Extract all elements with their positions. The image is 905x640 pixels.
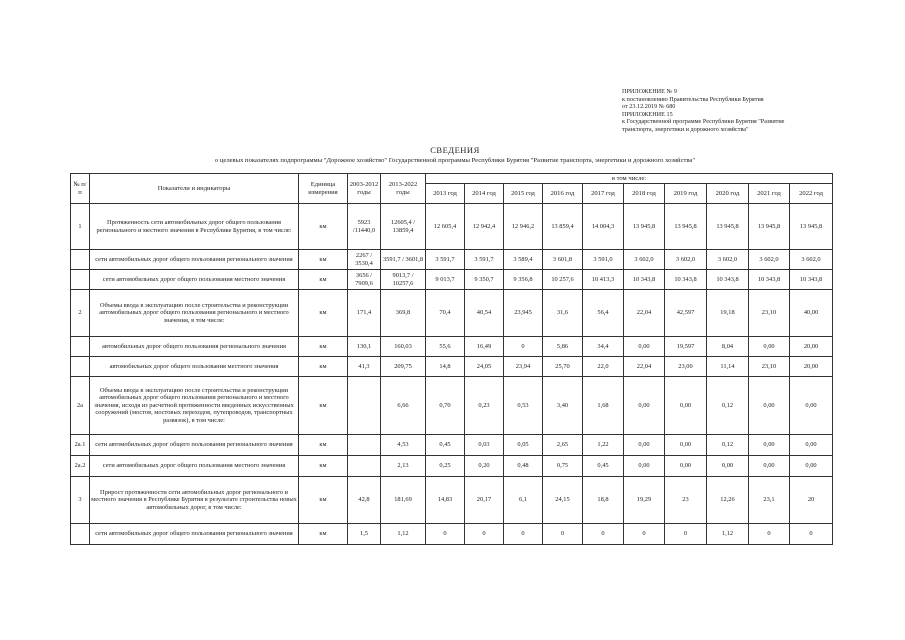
cell-year-value: 24,05 bbox=[465, 357, 504, 377]
indicators-table bbox=[70, 173, 833, 545]
cell-indicator: Прирост протяженности сети автомобильных дорог регионального и местного значения в Республике Бурятия в результате строительства новых автомобильных дорог, в том числе: bbox=[90, 477, 299, 524]
header-unit: Единица измерения bbox=[299, 174, 348, 204]
cell-num: 2а.1 bbox=[71, 435, 90, 456]
cell-num bbox=[71, 357, 90, 377]
cell-year-value: 23,94 bbox=[504, 357, 543, 377]
cell-year-value: 1,22 bbox=[583, 435, 624, 456]
cell-year-value: 20,17 bbox=[465, 477, 504, 524]
cell-period-2: 9013,7 / 10257,6 bbox=[381, 270, 426, 290]
cell-year-value: 70,4 bbox=[426, 290, 465, 337]
cell-year-value: 24,15 bbox=[543, 477, 583, 524]
cell-year-value: 19,29 bbox=[624, 477, 665, 524]
cell-indicator: Объемы ввода в эксплуатацию после строительства и реконструкции автомобильных дорог общего пользования регионального и местного значения, в том числе: bbox=[90, 290, 299, 337]
table-row bbox=[71, 290, 833, 337]
cell-year-value: 13 945,8 bbox=[749, 204, 790, 250]
cell-period-2: 181,69 bbox=[381, 477, 426, 524]
cell-indicator: Протяженность сети автомобильных дорог общего пользования регионального и местного значения в Республике Бурятия, в том числе: bbox=[90, 204, 299, 250]
cell-period-1: 5923 /11440,0 bbox=[348, 204, 381, 250]
header-year: 2022 год bbox=[790, 184, 833, 204]
table-row bbox=[71, 456, 833, 477]
cell-year-value: 0,00 bbox=[624, 377, 665, 435]
cell-period-1: 42,8 bbox=[348, 477, 381, 524]
cell-year-value: 3 591,7 bbox=[465, 250, 504, 270]
cell-indicator: автомобильных дорог общего пользования местного значения bbox=[90, 357, 299, 377]
cell-period-2: 6,66 bbox=[381, 377, 426, 435]
cell-year-value: 0,03 bbox=[465, 435, 504, 456]
cell-year-value: 13 945,8 bbox=[665, 204, 707, 250]
cell-year-value: 23,945 bbox=[504, 290, 543, 337]
cell-num bbox=[71, 250, 90, 270]
cell-period-2: 209,75 bbox=[381, 357, 426, 377]
cell-year-value: 3 591,7 bbox=[426, 250, 465, 270]
cell-year-value: 8,04 bbox=[707, 337, 749, 357]
cell-unit: км bbox=[299, 435, 348, 456]
cell-year-value: 0,00 bbox=[790, 377, 833, 435]
cell-year-value: 0,12 bbox=[707, 377, 749, 435]
cell-indicator: автомобильных дорог общего пользования регионального значения bbox=[90, 337, 299, 357]
appendix-line: к Государственной программе Республики Бурятия "Развитие bbox=[622, 118, 785, 126]
cell-period-2: 160,03 bbox=[381, 337, 426, 357]
table-row bbox=[71, 477, 833, 524]
cell-num: 3 bbox=[71, 477, 90, 524]
cell-year-value: 12 946,2 bbox=[504, 204, 543, 250]
cell-year-value: 9 356,8 bbox=[504, 270, 543, 290]
header-num: № п/п bbox=[71, 174, 90, 204]
cell-year-value: 0,05 bbox=[504, 435, 543, 456]
header-including: в том числе: bbox=[426, 174, 833, 184]
cell-year-value: 0 bbox=[790, 524, 833, 545]
cell-year-value: 0,70 bbox=[426, 377, 465, 435]
cell-period-1: 2267 / 3530,4 bbox=[348, 250, 381, 270]
cell-year-value: 10 343,8 bbox=[749, 270, 790, 290]
cell-year-value: 22,04 bbox=[624, 357, 665, 377]
cell-year-value: 0 bbox=[583, 524, 624, 545]
cell-indicator: сети автомобильных дорог общего пользования местного значения bbox=[90, 456, 299, 477]
cell-year-value: 3,40 bbox=[543, 377, 583, 435]
cell-year-value: 22,0 bbox=[583, 357, 624, 377]
cell-year-value: 20,00 bbox=[790, 337, 833, 357]
table-row bbox=[71, 337, 833, 357]
cell-year-value: 13 945,8 bbox=[707, 204, 749, 250]
cell-year-value: 0 bbox=[426, 524, 465, 545]
cell-num: 2а bbox=[71, 377, 90, 435]
cell-year-value: 0,12 bbox=[707, 435, 749, 456]
header-year: 2016 год bbox=[543, 184, 583, 204]
cell-year-value: 0 bbox=[504, 524, 543, 545]
cell-num: 2а.2 bbox=[71, 456, 90, 477]
cell-year-value: 0,45 bbox=[426, 435, 465, 456]
cell-year-value: 0,00 bbox=[749, 456, 790, 477]
cell-year-value: 3 591,0 bbox=[583, 250, 624, 270]
cell-year-value: 14,8 bbox=[426, 357, 465, 377]
cell-year-value: 20 bbox=[790, 477, 833, 524]
cell-year-value: 0,48 bbox=[504, 456, 543, 477]
cell-year-value: 23,10 bbox=[749, 290, 790, 337]
cell-year-value: 9 350,7 bbox=[465, 270, 504, 290]
cell-year-value: 0,00 bbox=[624, 337, 665, 357]
cell-year-value: 42,597 bbox=[665, 290, 707, 337]
header-year: 2017 год bbox=[583, 184, 624, 204]
cell-unit: км bbox=[299, 524, 348, 545]
cell-year-value: 0,75 bbox=[543, 456, 583, 477]
cell-period-1: 3656 / 7909,6 bbox=[348, 270, 381, 290]
cell-year-value: 20,00 bbox=[790, 357, 833, 377]
cell-period-1 bbox=[348, 456, 381, 477]
document-subtitle: о целевых показателях подпрограммы "Дорожное хозяйство" Государственной программы Республики Бурятия "Развитие транспорта, энергетики и дорожного хозяйства" bbox=[214, 157, 696, 164]
cell-year-value: 0,00 bbox=[707, 456, 749, 477]
cell-period-2: 369,8 bbox=[381, 290, 426, 337]
cell-year-value: 25,70 bbox=[543, 357, 583, 377]
header-year: 2020 год bbox=[707, 184, 749, 204]
cell-period-1 bbox=[348, 377, 381, 435]
cell-indicator: Объемы ввода в эксплуатацию после строительства и реконструкции автомобильных дорог общего пользования регионального и местного значения, исходя из расчетной протяженности введенных искусственных сооружений (мостов, мостовых переходов, путепроводов, транспортных развязок), в том числе: bbox=[90, 377, 299, 435]
cell-year-value: 0 bbox=[749, 524, 790, 545]
cell-indicator: сети автомобильных дорог общего пользования регионального значения bbox=[90, 250, 299, 270]
cell-num: 1 bbox=[71, 204, 90, 250]
cell-unit: км bbox=[299, 477, 348, 524]
cell-year-value: 3 602,0 bbox=[624, 250, 665, 270]
table-row bbox=[71, 524, 833, 545]
cell-period-2: 2,13 bbox=[381, 456, 426, 477]
cell-year-value: 40,54 bbox=[465, 290, 504, 337]
cell-unit: км bbox=[299, 357, 348, 377]
table-row bbox=[71, 357, 833, 377]
cell-year-value: 0,20 bbox=[465, 456, 504, 477]
appendix-line: от 23.12.2019 № 680 bbox=[622, 103, 676, 111]
cell-indicator: сети автомобильных дорог общего пользования регионального значения bbox=[90, 524, 299, 545]
cell-year-value: 3 602,0 bbox=[707, 250, 749, 270]
header-year: 2018 год bbox=[624, 184, 665, 204]
cell-year-value: 0,00 bbox=[790, 435, 833, 456]
cell-num bbox=[71, 337, 90, 357]
cell-unit: км bbox=[299, 290, 348, 337]
cell-num bbox=[71, 524, 90, 545]
cell-year-value: 12 942,4 bbox=[465, 204, 504, 250]
cell-period-2: 3591,7 / 3601,8 bbox=[381, 250, 426, 270]
cell-year-value: 0,00 bbox=[749, 337, 790, 357]
cell-year-value: 6,1 bbox=[504, 477, 543, 524]
cell-year-value: 16,49 bbox=[465, 337, 504, 357]
cell-unit: км bbox=[299, 377, 348, 435]
cell-year-value: 0,00 bbox=[790, 456, 833, 477]
table-row bbox=[71, 204, 833, 250]
cell-period-1: 41,3 bbox=[348, 357, 381, 377]
table-row bbox=[71, 435, 833, 456]
cell-year-value: 0,45 bbox=[583, 456, 624, 477]
cell-year-value: 3 589,4 bbox=[504, 250, 543, 270]
cell-year-value: 0 bbox=[543, 524, 583, 545]
cell-year-value: 0,00 bbox=[624, 435, 665, 456]
cell-year-value: 10 257,6 bbox=[543, 270, 583, 290]
header-year: 2013 год bbox=[426, 184, 465, 204]
header-year: 2014 год bbox=[465, 184, 504, 204]
appendix-block bbox=[622, 88, 892, 134]
cell-unit: км bbox=[299, 250, 348, 270]
cell-year-value: 0 bbox=[665, 524, 707, 545]
cell-num bbox=[71, 270, 90, 290]
cell-year-value: 23,1 bbox=[749, 477, 790, 524]
appendix-line: ПРИЛОЖЕНИЕ 15 bbox=[622, 110, 673, 118]
cell-year-value: 0 bbox=[465, 524, 504, 545]
cell-year-value: 13 945,8 bbox=[790, 204, 833, 250]
cell-year-value: 31,6 bbox=[543, 290, 583, 337]
cell-period-2: 4,53 bbox=[381, 435, 426, 456]
header-period-1: 2003-2012 годы bbox=[348, 174, 381, 204]
cell-year-value: 12 605,4 bbox=[426, 204, 465, 250]
cell-year-value: 19,597 bbox=[665, 337, 707, 357]
cell-year-value: 34,4 bbox=[583, 337, 624, 357]
cell-num: 2 bbox=[71, 290, 90, 337]
cell-unit: км bbox=[299, 337, 348, 357]
cell-unit: км bbox=[299, 204, 348, 250]
cell-period-1: 171,4 bbox=[348, 290, 381, 337]
cell-year-value: 0,25 bbox=[426, 456, 465, 477]
cell-year-value: 10 343,8 bbox=[707, 270, 749, 290]
cell-unit: км bbox=[299, 456, 348, 477]
document-title: СВЕДЕНИЯ bbox=[430, 145, 480, 155]
cell-year-value: 13 945,8 bbox=[624, 204, 665, 250]
cell-year-value: 56,4 bbox=[583, 290, 624, 337]
header-indicator: Показатели и индикаторы bbox=[90, 174, 299, 204]
cell-period-1: 130,1 bbox=[348, 337, 381, 357]
table-row bbox=[71, 377, 833, 435]
cell-year-value: 18,8 bbox=[583, 477, 624, 524]
cell-year-value: 5,86 bbox=[543, 337, 583, 357]
cell-unit: км bbox=[299, 270, 348, 290]
header-year: 2019 год bbox=[665, 184, 707, 204]
cell-year-value: 3 602,0 bbox=[790, 250, 833, 270]
cell-year-value: 11,14 bbox=[707, 357, 749, 377]
header-year: 2015 год bbox=[504, 184, 543, 204]
cell-year-value: 10 343,8 bbox=[624, 270, 665, 290]
cell-year-value: 14 004,3 bbox=[583, 204, 624, 250]
cell-year-value: 0 bbox=[624, 524, 665, 545]
cell-year-value: 14,83 bbox=[426, 477, 465, 524]
cell-year-value: 19,18 bbox=[707, 290, 749, 337]
cell-year-value: 12,26 bbox=[707, 477, 749, 524]
cell-year-value: 0,00 bbox=[624, 456, 665, 477]
appendix-line: транспорта, энергетики и дорожного хозяйства" bbox=[622, 125, 749, 133]
cell-year-value: 13 859,4 bbox=[543, 204, 583, 250]
cell-year-value: 3 601,8 bbox=[543, 250, 583, 270]
appendix-line: ПРИЛОЖЕНИЕ № 9 bbox=[622, 88, 678, 95]
cell-year-value: 0,00 bbox=[665, 377, 707, 435]
cell-year-value: 10 413,3 bbox=[583, 270, 624, 290]
cell-year-value: 10 343,8 bbox=[790, 270, 833, 290]
cell-indicator: сети автомобильных дорог общего пользования местного значения bbox=[90, 270, 299, 290]
cell-year-value: 0,53 bbox=[504, 377, 543, 435]
cell-year-value: 1,68 bbox=[583, 377, 624, 435]
cell-indicator: сети автомобильных дорог общего пользования регионального значения bbox=[90, 435, 299, 456]
cell-year-value: 55,6 bbox=[426, 337, 465, 357]
header-period-2: 2013-2022 годы bbox=[381, 174, 426, 204]
cell-year-value: 10 343,8 bbox=[665, 270, 707, 290]
table-row bbox=[71, 270, 833, 290]
cell-year-value: 0,23 bbox=[465, 377, 504, 435]
cell-year-value: 0,00 bbox=[665, 456, 707, 477]
table-row bbox=[71, 250, 833, 270]
header-year: 2021 год bbox=[749, 184, 790, 204]
cell-year-value: 3 602,0 bbox=[749, 250, 790, 270]
cell-year-value: 23,10 bbox=[749, 357, 790, 377]
cell-year-value: 1,12 bbox=[707, 524, 749, 545]
cell-year-value: 23 bbox=[665, 477, 707, 524]
cell-year-value: 0,00 bbox=[749, 377, 790, 435]
cell-period-2: 1,12 bbox=[381, 524, 426, 545]
cell-year-value: 40,00 bbox=[790, 290, 833, 337]
cell-period-1: 1,5 bbox=[348, 524, 381, 545]
cell-year-value: 2,65 bbox=[543, 435, 583, 456]
cell-year-value: 9 013,7 bbox=[426, 270, 465, 290]
cell-period-2: 12605,4 / 13859,4 bbox=[381, 204, 426, 250]
cell-year-value: 0,00 bbox=[665, 435, 707, 456]
cell-period-1 bbox=[348, 435, 381, 456]
cell-year-value: 23,00 bbox=[665, 357, 707, 377]
cell-year-value: 3 602,0 bbox=[665, 250, 707, 270]
cell-year-value: 0,00 bbox=[749, 435, 790, 456]
cell-year-value: 22,04 bbox=[624, 290, 665, 337]
cell-year-value: 0 bbox=[504, 337, 543, 357]
appendix-line: к постановлению Правительства Республики Бурятия bbox=[622, 95, 764, 103]
